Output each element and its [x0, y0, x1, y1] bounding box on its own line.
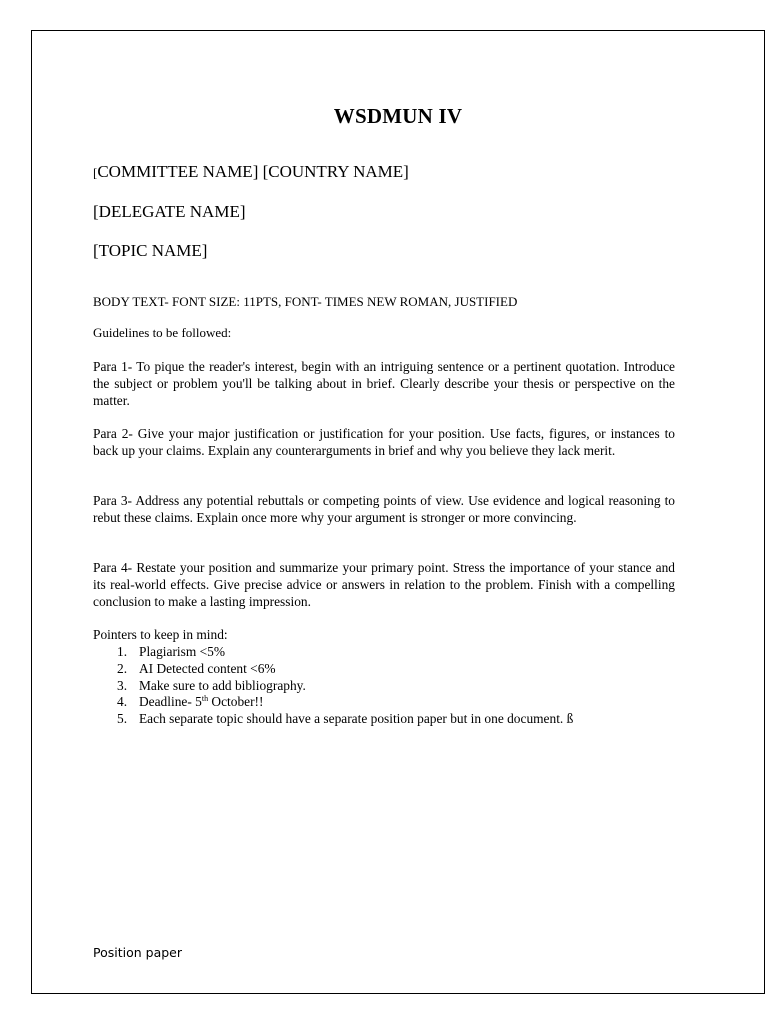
list-number: 3. [117, 677, 128, 693]
list-text-before: Deadline- 5 [139, 694, 202, 710]
committee-open-bracket: [ [93, 165, 98, 180]
list-text: Each separate topic should have a separate position paper but in one document. ß [139, 711, 574, 727]
guidelines-label: Guidelines to be followed: [93, 325, 232, 340]
list-item [93, 678, 693, 695]
committee-country-text: COMMITTEE NAME] [COUNTRY NAME] [97, 162, 409, 181]
list-item [93, 711, 693, 728]
list-number: 4. [117, 694, 128, 710]
list-item [93, 694, 693, 711]
paragraph-4: Para 4- Restate your position and summarize your primary point. Stress the importance of your stance and its real-world effects. Give precise advice or answers in relation to the problem. Finish with a compelling conclusion to make a lasting impression. [93, 560, 675, 609]
page-footer: Position paper [93, 945, 183, 960]
ordinal-superscript: th [201, 694, 209, 704]
list-number: 1. [117, 644, 128, 659]
delegate-name-line: [DELEGATE NAME] [93, 202, 246, 221]
paragraph-2: Para 2- Give your major justification or justification for your position. Use facts, figures, or instances to back up your claims. Explain any counterarguments in brief and why you believe they lack merit. [93, 426, 675, 458]
list-text: Plagiarism <5% [139, 644, 226, 659]
topic-name-line: [TOPIC NAME] [93, 241, 208, 260]
paragraph-3: Para 3- Address any potential rebuttals or competing points of view. Use evidence and logical reasoning to rebut these claims. Explain once more why your argument is stronger or more convincing. [93, 493, 675, 525]
paragraph-1: Para 1- To pique the reader's interest, begin with an intriguing sentence or a pertinent quotation. Introduce the subject or problem you'll be talking about in brief. Clearly describe your thesis or perspective on the matter. [93, 359, 675, 408]
committee-country-line [93, 162, 409, 182]
pointers-list [93, 644, 693, 728]
list-number: 5. [117, 711, 128, 727]
list-text: AI Detected content <6% [139, 660, 276, 676]
document-page [31, 30, 765, 994]
list-text-after: October!! [208, 694, 264, 710]
document-title: WSDMUN IV [333, 104, 463, 128]
pointers-label: Pointers to keep in mind: [93, 627, 228, 642]
body-text-spec: BODY TEXT- FONT SIZE: 11PTS, FONT- TIMES NEW ROMAN, JUSTIFIED [93, 294, 518, 309]
list-item [93, 644, 693, 661]
list-number: 2. [117, 660, 128, 676]
list-text: Make sure to add bibliography. [139, 677, 306, 693]
list-item [93, 661, 693, 678]
